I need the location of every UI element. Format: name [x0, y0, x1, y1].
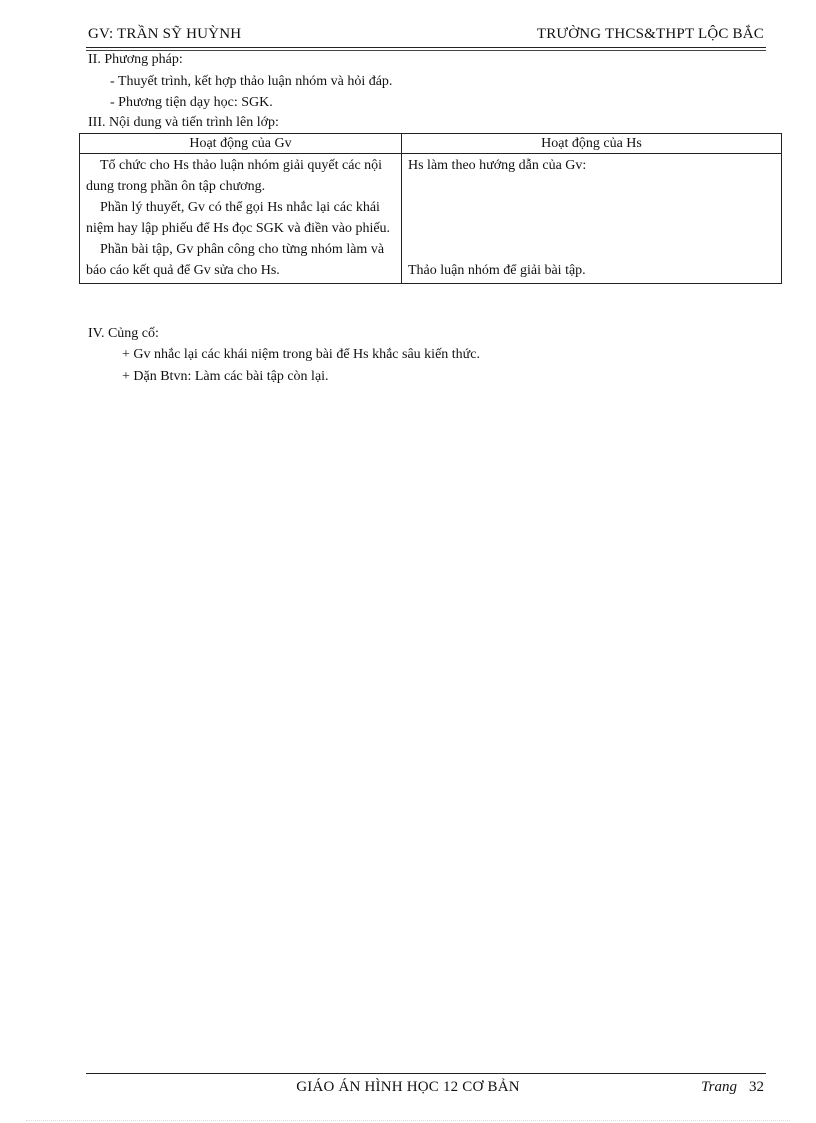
consolidation-item-1: + Gv nhắc lại các khái niệm trong bài để Hs khắc sâu kiến thức. — [122, 347, 480, 362]
section-4-title: IV. Củng cố: — [88, 326, 159, 341]
footer-rule — [86, 1073, 766, 1074]
header-teacher-activity: Hoạt động của Gv — [80, 134, 402, 154]
page-header — [88, 26, 764, 46]
school-name: TRƯỜNG THCS&THPT LỘC BẮC — [536, 26, 764, 42]
consolidation-item-2: + Dặn Btvn: Làm các bài tập còn lại. — [122, 369, 329, 384]
student-activity-cell — [402, 154, 782, 284]
activities-table — [79, 133, 782, 284]
teacher-name: GV: TRẦN SỸ HUỲNH — [88, 26, 242, 42]
student-activity-2: Thảo luận nhóm để giải bài tập. — [408, 263, 586, 278]
teacher-activity-3: Phần bài tập, Gv phân công cho từng nhóm làm và báo cáo kết quả để Gv sửa cho Hs. — [86, 242, 385, 278]
footer-title: GIÁO ÁN HÌNH HỌC 12 CƠ BẢN — [296, 1079, 520, 1095]
teacher-activity-1: Tổ chức cho Hs thảo luận nhóm giải quyết các nội dung trong phần ôn tập chương. — [86, 158, 383, 194]
header-rule-thin — [86, 50, 766, 51]
teacher-activity-2: Phần lý thuyết, Gv có thể gọi Hs nhắc lại các khái niệm hay lập phiếu để Hs đọc SGK và điền vào phiếu. — [86, 200, 391, 236]
page-edge-divider — [26, 1120, 790, 1121]
table-header-row — [80, 134, 782, 154]
page-number-value: 32 — [749, 1079, 764, 1095]
section-3-title: III. Nội dung và tiến trình lên lớp: — [88, 115, 279, 130]
table-row — [80, 154, 782, 284]
method-item-2: - Phương tiện dạy học: SGK. — [110, 95, 273, 110]
header-student-activity: Hoạt động của Hs — [402, 134, 782, 154]
student-activity-1: Hs làm theo hướng dẫn của Gv: — [408, 158, 587, 173]
page-label: Trang — [701, 1079, 737, 1095]
method-item-1: - Thuyết trình, kết hợp thảo luận nhóm và hỏi đáp. — [110, 74, 393, 89]
section-2-title: II. Phương pháp: — [88, 52, 183, 67]
page-number — [701, 1079, 764, 1096]
header-rule — [86, 47, 766, 48]
teacher-activity-cell — [80, 154, 402, 284]
